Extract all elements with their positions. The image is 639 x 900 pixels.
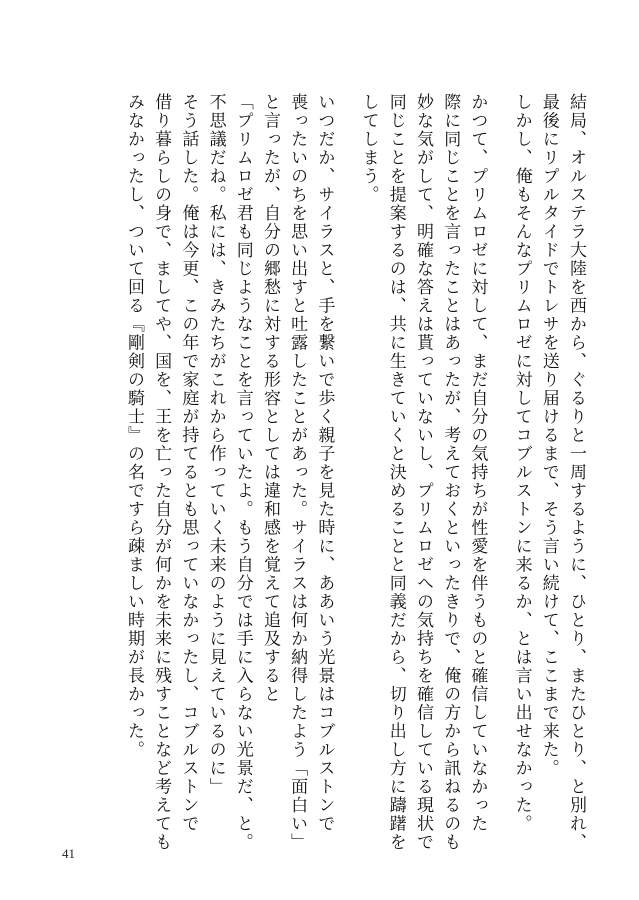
text-line: 妙な気がして、明確な答えは貰っていないし、プリムロゼへの気持ちを確信している現状で: [412, 93, 433, 852]
text-line: みなかったし、ついて回る『剛剣の騎士』の名ですら疎ましい時期が長かった。: [123, 93, 144, 759]
text-line: 際に同じことを言ったことはあったが、考えておくといったきりで、俺の方から訊ねるのも: [440, 93, 461, 852]
text-line: 同じことを提案するのは、共に生きていくと決めることと同義だから、切り出し方に躊躇を: [385, 93, 406, 852]
text-line: いつだか、サイラスと、手を繋いで歩く親子を見た時に、ああいう光景はコブルストンで: [314, 93, 335, 833]
text-line: 喪ったいのちを思い出すと吐露したことがあった。サイラスは何か納得したよう「面白い」: [287, 93, 308, 852]
page-number: 41: [62, 846, 75, 861]
text-line: 最後にリプルタイドでトレサを送り届けるまで、そう言い続けて、ここまで来た。: [538, 93, 559, 778]
text-line: と言ったが、自分の郷愁に対する形容としては違和感を覚えて追及すると: [259, 93, 280, 704]
text-line: してしまう。: [358, 93, 379, 204]
text-line: そう話した。俺は今更、この年で家庭が持てるとも思っていなかったし、コブルストンで: [178, 93, 199, 833]
text-line: かつて、プリムロゼに対して、まだ自分の気持ちが性愛を伴うものと確信していなかった: [467, 93, 488, 833]
text-line: 結局、オルステラ大陸を西から、ぐるりと一周するように、ひとり、またひとり、と別れ、: [566, 93, 586, 852]
text-line: 不思議だね。私には、きみたちがこれから作っていく未来のように見えているのに」: [205, 93, 226, 796]
text-line: 借り暮らしの身で、ましてや、国を、王を亡った自分が何かを未来に残すことなど考えても: [151, 93, 172, 852]
text-line: 「プリムロゼ君も同じようなことを言っていたよ。もう自分では手に入らない光景だ、と。: [232, 93, 253, 852]
vertical-text-body: [120, 93, 589, 852]
text-line: しかし、俺もそんなプリムロゼに対してコブルストンに来るか、とは言い出せなかった。: [511, 93, 532, 833]
